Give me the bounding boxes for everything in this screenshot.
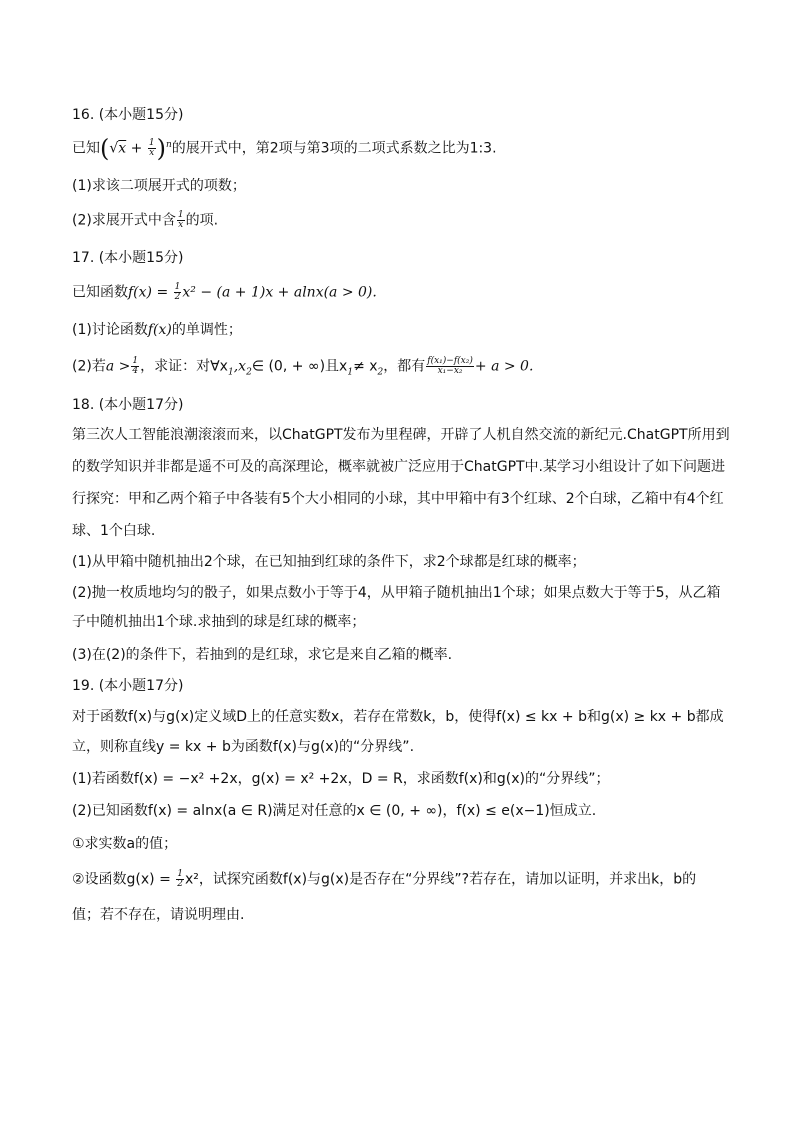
q16-header: 16. (本小题15分) (72, 107, 184, 123)
exponent-n: n (165, 140, 172, 150)
left-paren: ( (100, 134, 110, 163)
comma-x: ,x (233, 358, 247, 375)
q18-part3: (3)在(2)的条件下，若抽到的是红球，求它是来自乙箱的概率. (72, 647, 453, 663)
q16-part1: (1)求该二项展开式的项数； (72, 178, 246, 194)
q17-stem-math: f(x) = (128, 284, 173, 301)
subscript-2: 2 (377, 367, 384, 378)
frac-1-over-2 (176, 870, 184, 889)
q16-stem-pre: 已知 (72, 140, 100, 157)
frac-1-over-x (148, 139, 156, 158)
q16-part2 (72, 211, 722, 230)
q17-p2-mid1: ，求证：对∀x (140, 358, 228, 375)
sqrt-x: √x (109, 140, 127, 157)
subscript-1: 1 (347, 367, 354, 378)
frac-num: 1 (177, 210, 184, 220)
q18-part1: (1)从甲箱中随机抽出2个球，在已知抽到红球的条件下，求2个球都是红球的概率； (72, 554, 586, 570)
q17-stem-pre: 已知函数 (72, 284, 128, 301)
q18-line2: 的数学知识并非都是遥不可及的高深理论，概率就被广泛应用于ChatGPT中.某学习小组设计了如下问题进 (72, 459, 726, 475)
frac-num: 1 (148, 138, 155, 149)
q16-p2-post: 的项. (185, 212, 219, 229)
frac-difference-quotient (426, 357, 474, 376)
q17-p2-pre: (2)若 (72, 358, 106, 375)
q17-stem (72, 283, 722, 302)
q19-part2-1: ①求实数a的值； (72, 836, 178, 852)
q19-part2-2 (72, 870, 722, 889)
q19-header: 19. (本小题17分) (72, 678, 184, 694)
frac-den: 4 (132, 366, 139, 376)
plus-sign: + (126, 140, 147, 157)
q17-p2-end: + a > 0. (474, 358, 534, 375)
q17-p1-pre: (1)讨论函数 (72, 322, 148, 338)
q19-line2: 立，则称直线y = kx + b为函数f(x)与g(x)的“分界线”. (72, 739, 415, 755)
q17-header: 17. (本小题15分) (72, 250, 184, 266)
frac-1-over-2 (174, 283, 182, 302)
q17-stem-math2: x² − (a + 1)x + alnx(a > 0). (182, 284, 377, 301)
q16-p2-pre: (2)求展开式中含 (72, 212, 176, 229)
q18-part2a: (2)抛一枚质地均匀的骰子，如果点数小于等于4，从甲箱子随机抽出1个球；如果点数大于等于5，从乙箱 (72, 585, 721, 601)
frac-1-over-x (177, 211, 185, 230)
q17-p2-mid2: ∈ (0, + ∞)且x (251, 358, 348, 375)
q17-p1-math: f(x) (147, 322, 172, 338)
q16-stem-post: 的展开式中，第2项与第3项的二项式系数之比为1:3. (171, 140, 497, 157)
q17-part2 (72, 357, 722, 381)
q18-header: 18. (本小题17分) (72, 397, 184, 413)
frac-1-over-4 (131, 357, 139, 376)
q17-p2-mid4: ，都有 (383, 358, 426, 375)
frac-num: 1 (177, 869, 184, 879)
q19-part2-2-end: 值；若不存在，请说明理由. (72, 907, 245, 923)
subscript-2: 2 (246, 367, 252, 378)
q19-line1: 对于函数f(x)与g(x)定义域D上的任意实数x，若存在常数k，b，使得f(x) ≤ kx + b和g(x) ≥ kx + b都成 (72, 709, 724, 725)
q17-p2-mid3: ≠ x (353, 358, 378, 375)
frac-den: 2 (177, 879, 184, 889)
frac-den: x₁−x₂ (437, 366, 463, 376)
frac-num: 1 (132, 356, 139, 366)
q18-line4: 球、1个白球. (72, 523, 156, 539)
frac-den: x (149, 148, 155, 159)
q16-stem (72, 134, 722, 163)
right-paren: ) (156, 134, 166, 163)
subscript-1: 1 (227, 367, 234, 378)
frac-num: f(x₁)−f(x₂) (427, 356, 473, 366)
q18-line3: 行探究：甲和乙两个箱子中各装有5个大小相同的小球，其中甲箱中有3个红球、2个白球，乙箱中有4个红 (72, 491, 724, 507)
q19-p22-post: x²，试探究函数f(x)与g(x)是否存在“分界线”?若存在，请加以证明，并求出k，b的 (185, 871, 697, 888)
q17-part1 (72, 321, 722, 339)
q19-p22-pre: ②设函数g(x) = (72, 871, 176, 888)
q19-part2: (2)已知函数f(x) = alnx(a ∈ R)满足对任意的x ∈ (0, + ∞)，f(x) ≤ e(x−1)恒成立. (72, 803, 597, 819)
q17-p2-a: a > (105, 358, 131, 375)
frac-num: 1 (174, 282, 181, 292)
q18-part2b: 子中随机抽出1个球.求抽到的球是红球的概率； (72, 614, 366, 630)
q19-part1: (1)若函数f(x) = −x² +2x，g(x) = x² +2x，D = R，求函数f(x)和g(x)的“分界线”； (72, 771, 610, 787)
q17-p1-post: 的单调性； (171, 322, 242, 338)
q18-line1: 第三次人工智能浪潮滚滚而来，以ChatGPT发布为里程碑，开辟了人机自然交流的新纪元.ChatGPT所用到 (72, 427, 730, 443)
frac-den: x (178, 220, 184, 230)
frac-den: 2 (174, 292, 181, 302)
